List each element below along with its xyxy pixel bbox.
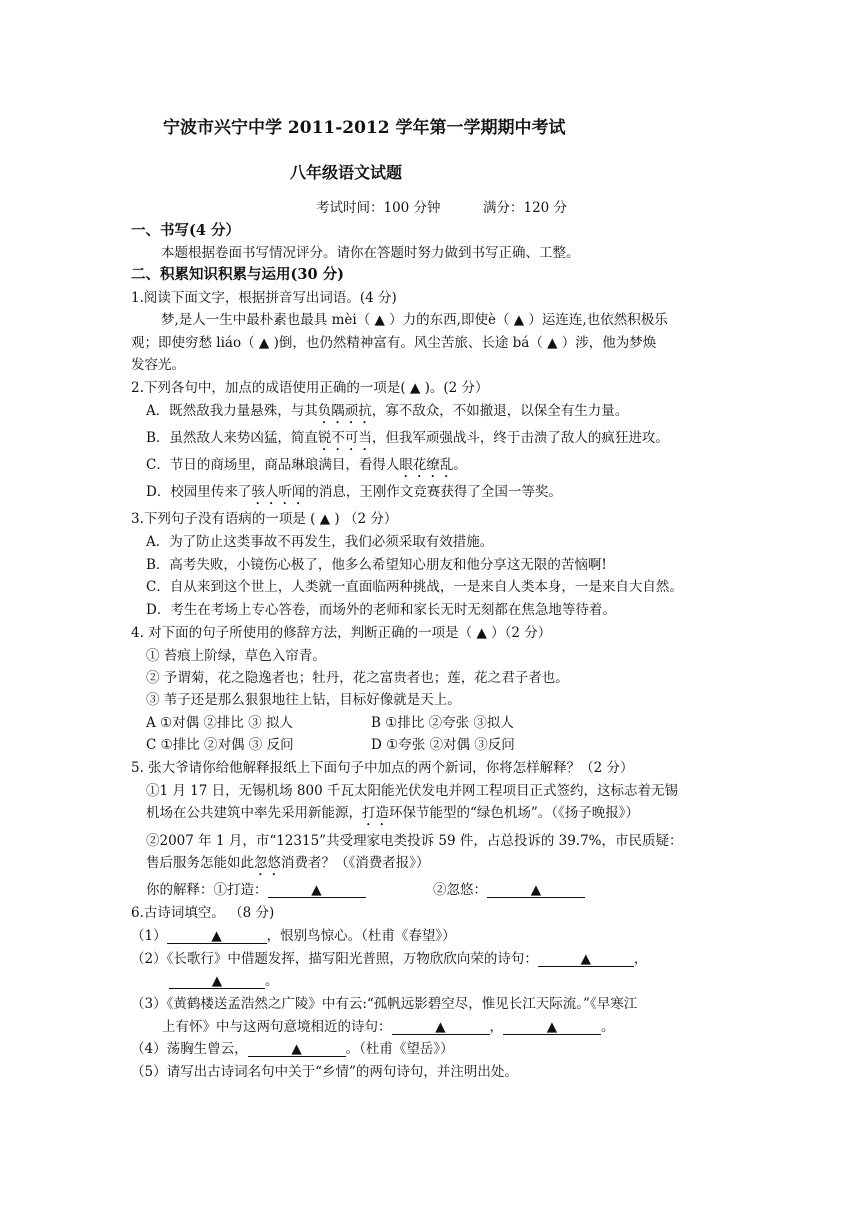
q3-option-b: B．高考失败，小镜伤心极了，他多么希望知心朋友和他分享这无限的苦恼啊! (146, 557, 607, 573)
exam-title: 宁波市兴宁中学 2011-2012 学年第一学期期中考试 (163, 118, 566, 138)
answer-blank[interactable]: ▲ (248, 1042, 346, 1057)
q5-passage-line: 售后服务怎能如此忽悠消费者？（《消费者报》） (146, 855, 430, 871)
answer-blank[interactable]: ▲ (503, 1020, 601, 1035)
q1-passage-line: 梦,是人一生中最朴素也最具 mèi（ ▲ ）力的东西,即使è（ ▲ ）运连连,也依然积极乐 (161, 312, 668, 328)
q4-option-a: A ①对偶 ②排比 ③ 拟人 (146, 715, 294, 731)
q5-stem: 5. 张大爷请你给他解释报纸上下面句子中加点的两个新词，你将怎样解释？（2 分） (131, 760, 634, 776)
q5-answer-line: 你的解释：①打造： ▲ (146, 881, 366, 899)
exam-subtitle: 八年级语文试题 (290, 163, 403, 182)
answer-blank[interactable]: ▲ (538, 952, 634, 967)
exam-time: 考试时间：100 分钟 (316, 200, 441, 216)
q1-passage-line: 观；即使穷愁 liáo（ ▲ )倒，也仍然精神富有。风尘苦旅、长途 bá（ ▲ ）涉，他为梦焕 (131, 335, 657, 351)
q6-item-2: （2）《长歌行》中借题发挥，描写阳光普照，万物欣欣向荣的诗句： ▲ ， (131, 951, 648, 967)
q5-passage-line: ②2007 年 1 月，市“12315”共受理家电类投诉 59 件，占总投诉的 39.7%，市民质疑： (146, 833, 683, 849)
answer-blank[interactable]: ▲ (268, 883, 366, 898)
q6-item-1: （1） ▲ ，恨别鸟惊心。（杜甫《春望》） (131, 928, 456, 944)
q1-passage-line: 发容光。 (131, 357, 185, 373)
q3-option-d: D．考生在考场上专心答卷，而场外的老师和家长无时无刻都在焦急地等待着。 (146, 602, 616, 618)
q6-item-3: （3）《黄鹤楼送孟浩然之广陵》中有云:“孤帆远影碧空尽，惟见长江天际流。”《早寒江 (131, 996, 638, 1012)
q4-sentence: ② 予谓菊，花之隐逸者也；牡丹，花之富贵者也；莲，花之君子者也。 (146, 670, 569, 686)
section1-heading: 一、书写(4 分） (131, 222, 240, 239)
q6-item-2: ▲ 。 (169, 972, 279, 990)
q3-option-c: C．自从来到这个世上，人类就一直面临两种挑战，一是来自人类本身，一是来自大自然。 (146, 579, 683, 595)
answer-blank[interactable]: ▲ (167, 929, 267, 944)
section2-heading: 二、积累知识积累与运用(30 分) (131, 266, 344, 283)
q2-option-b: B．虽然敌人来势凶猛，简直锐不可当，但我军顽强战斗，终于击溃了敌人的疯狂进攻。 (146, 430, 669, 446)
q4-option-b: B ①排比 ②夸张 ③拟人 (371, 715, 514, 731)
q3-stem: 3.下列句子没有语病的一项是 ( ▲ ) （2 分） (131, 511, 398, 527)
q4-sentence: ③ 苇子还是那么狠狠地往上钻，目标好像就是天上。 (146, 692, 461, 708)
answer-blank[interactable]: ▲ (487, 883, 585, 898)
answer-blank[interactable]: ▲ (169, 974, 265, 989)
q3-option-a: A．为了防止这类事故不再发生，我们必须采取有效措施。 (146, 534, 494, 550)
q6-item-5: （5）请写出古诗词名句中关于“乡情”的两句诗句，并注明出处。 (131, 1064, 518, 1080)
q2-stem: 2.下列各句中，加点的成语使用正确的一项是( ▲ )。(2 分） (131, 380, 489, 396)
q1-stem: 1.阅读下面文字，根据拼音写出词语。(4 分) (131, 290, 397, 306)
answer-blank[interactable]: ▲ (392, 1020, 490, 1035)
q4-sentence: ① 苔痕上阶绿，草色入帘青。 (146, 648, 326, 664)
q2-option-d: D．校园里传来了骇人听闻的消息，王刚作文竞赛获得了全国一等奖。 (146, 484, 562, 500)
q5-passage-line: 机场在公共建筑中率先采用新能源，打造环保节能型的“绿色机场”。（《扬子晚报》） (146, 805, 640, 821)
q4-option-c: C ①排比 ②对偶 ③ 反问 (146, 737, 294, 753)
q2-option-c: C．节日的商场里，商品琳琅满目，看得人眼花缭乱。 (146, 457, 467, 473)
q4-option-d: D ①夸张 ②对偶 ③反问 (371, 737, 515, 753)
q4-stem: 4. 对下面的句子所使用的修辞方法，判断正确的一项是（ ▲ ）（2 分） (131, 625, 552, 641)
full-score: 满分：120 分 (483, 200, 568, 216)
q5-answer-line: ②忽悠： ▲ (433, 881, 585, 899)
q2-option-a: A．既然敌我力量悬殊，与其负隅顽抗，寡不敌众，不如撤退，以保全有生力量。 (146, 403, 629, 419)
q6-stem: 6.古诗词填空。 （8 分) (131, 905, 275, 921)
q6-item-4: （4）荡胸生曾云， ▲ 。（杜甫《望岳》） (131, 1041, 454, 1057)
section1-text: 本题根据卷面书写情况评分。请你在答题时努力做到书写正确、工整。 (161, 245, 580, 261)
q5-passage-line: ①1 月 17 日，无锡机场 800 千瓦太阳能光伏发电并网工程项目正式签约，这标志着无锡 (146, 783, 678, 799)
q6-item-3: 上有怀》中与这两句意境相近的诗句： ▲ ， ▲ 。 (162, 1019, 615, 1035)
